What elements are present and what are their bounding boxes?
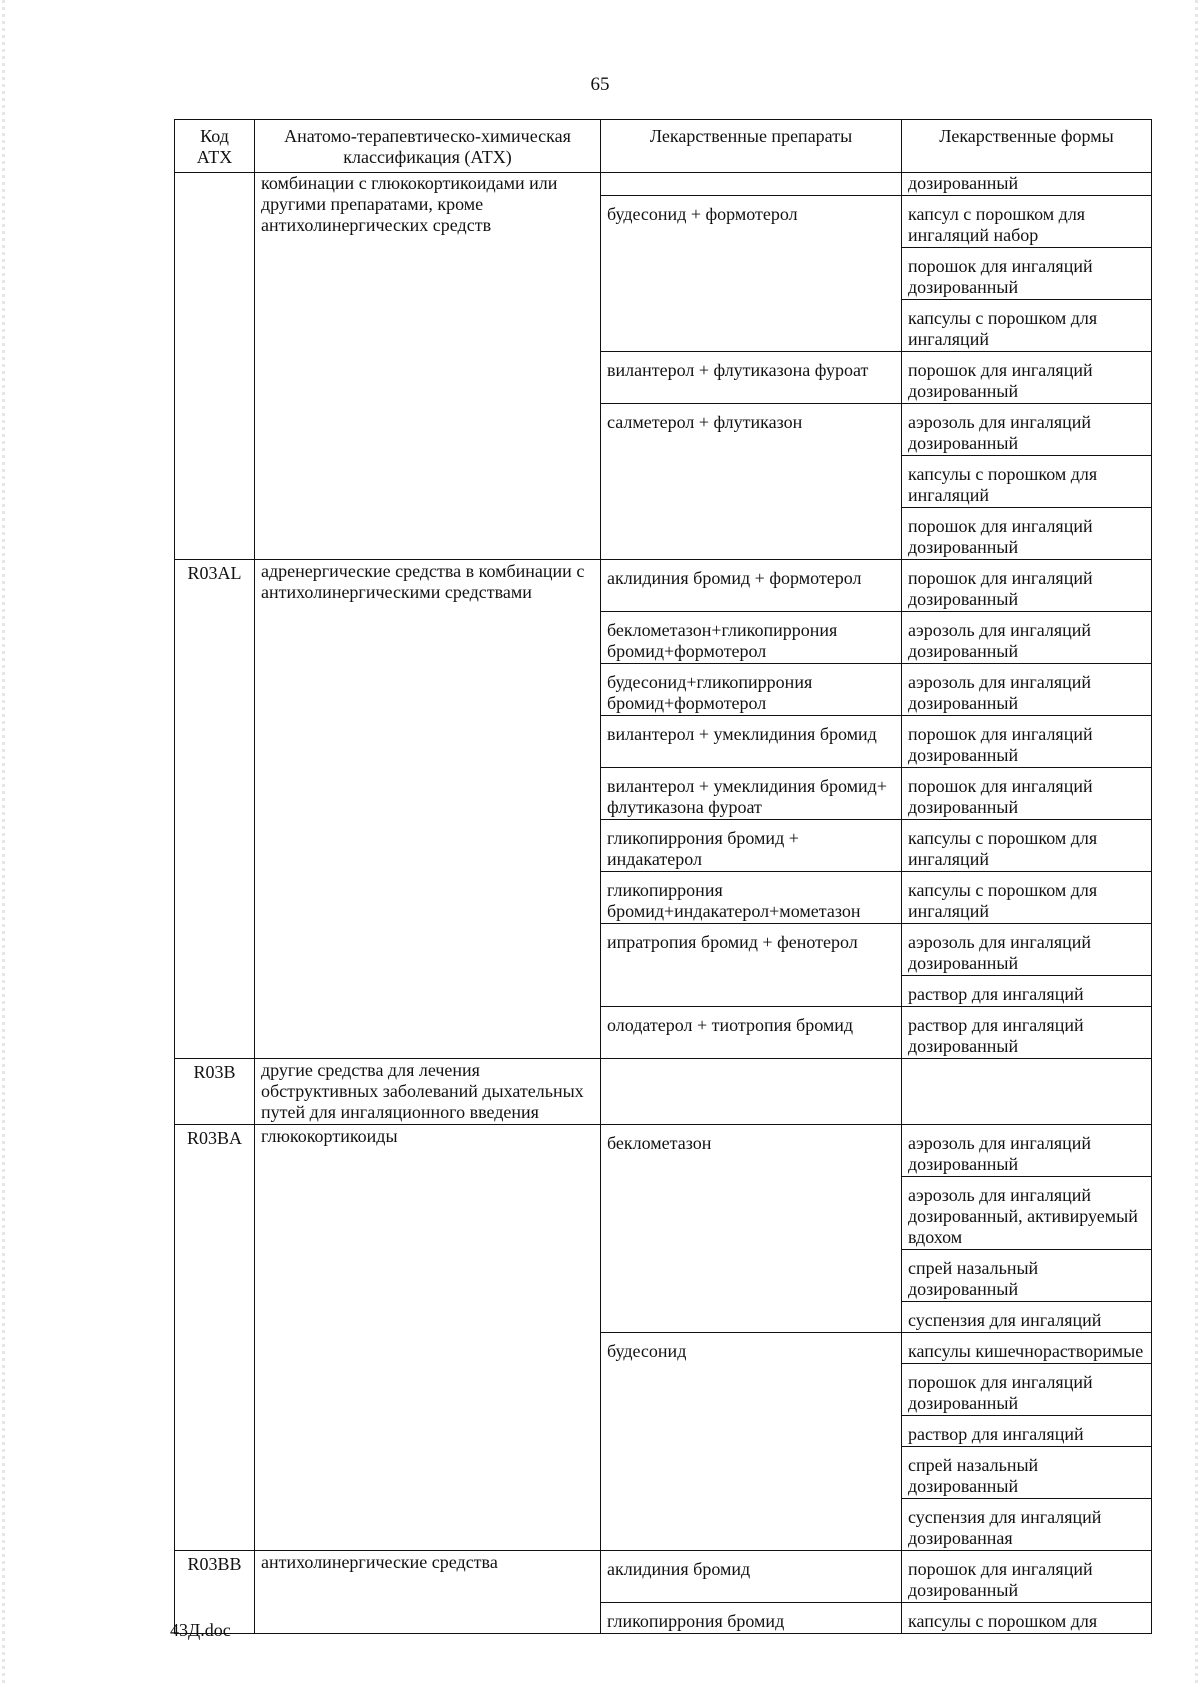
dosage-form-cell: порошок для ингаляций дозированный <box>902 248 1152 300</box>
table-body <box>175 173 1152 1634</box>
drug-name-cell: гликопиррония бромид <box>601 1603 902 1634</box>
dosage-form-cell: раствор для ингаляций <box>902 1416 1152 1447</box>
drug-name-cell: будесонид <box>601 1333 902 1551</box>
atc-code-cell <box>175 173 255 560</box>
table-row <box>175 1059 1152 1125</box>
table-row <box>175 560 1152 612</box>
dosage-form-cell: аэрозоль для ингаляций дозированный <box>902 612 1152 664</box>
drug-name-cell: ипратропия бромид + фенотерол <box>601 924 902 1007</box>
dosage-form-cell: капсулы кишечнорастворимые <box>902 1333 1152 1364</box>
dosage-form-cell: порошок для ингаляций дозированный <box>902 768 1152 820</box>
header-drugs: Лекарственные препараты <box>601 120 902 173</box>
drug-name-cell <box>601 173 902 196</box>
atc-code-cell: R03B <box>175 1059 255 1125</box>
scan-edge-right <box>1195 0 1198 1686</box>
drug-name-cell: будесонид + формотерол <box>601 196 902 352</box>
dosage-form-cell: аэрозоль для ингаляций дозированный <box>902 924 1152 976</box>
dosage-form-cell: порошок для ингаляций дозированный <box>902 508 1152 560</box>
drug-name-cell: аклидиния бромид <box>601 1551 902 1603</box>
header-code: Код АТХ <box>175 120 255 173</box>
scan-edge-left <box>2 0 5 1686</box>
dosage-form-cell: порошок для ингаляций дозированный <box>902 560 1152 612</box>
dosage-form-cell: порошок для ингаляций дозированный <box>902 352 1152 404</box>
dosage-form-cell: аэрозоль для ингаляций дозированный <box>902 404 1152 456</box>
dosage-form-cell: спрей назальный дозированный <box>902 1250 1152 1302</box>
dosage-form-cell: суспензия для ингаляций <box>902 1302 1152 1333</box>
dosage-form-cell: капсулы с порошком для ингаляций <box>902 872 1152 924</box>
atc-classification-cell: антихолинергические средства <box>255 1551 601 1634</box>
page-number: 65 <box>590 74 610 95</box>
drug-name-cell: гликопиррония бромид + индакатерол <box>601 820 902 872</box>
dosage-form-cell: порошок для ингаляций дозированный <box>902 1551 1152 1603</box>
drug-name-cell: олодатерол + тиотропия бромид <box>601 1007 902 1059</box>
drug-name-cell: вилантерол + умеклидиния бромид <box>601 716 902 768</box>
dosage-form-cell: порошок для ингаляций дозированный <box>902 1364 1152 1416</box>
atc-classification-cell: глюкокортикоиды <box>255 1125 601 1551</box>
atc-drug-table <box>174 119 1152 1634</box>
dosage-form-cell: суспензия для ингаляций дозированная <box>902 1499 1152 1551</box>
drug-name-cell: беклометазон+гликопиррония бромид+формотерол <box>601 612 902 664</box>
atc-classification-cell: адренергические средства в комбинации с антихолинергическими средствами <box>255 560 601 1059</box>
drug-name-cell: будесонид+гликопиррония бромид+формотерол <box>601 664 902 716</box>
table-header-row <box>175 120 1152 173</box>
dosage-form-cell: дозированный <box>902 173 1152 196</box>
dosage-form-cell: капсул с порошком для ингаляций набор <box>902 196 1152 248</box>
dosage-form-cell: капсулы с порошком для ингаляций <box>902 300 1152 352</box>
drug-name-cell: аклидиния бромид + формотерол <box>601 560 902 612</box>
atc-code-cell: R03BA <box>175 1125 255 1551</box>
dosage-form-cell: раствор для ингаляций <box>902 976 1152 1007</box>
atc-classification-cell: другие средства для лечения обструктивных заболеваний дыхательных путей для ингаляционного введения <box>255 1059 601 1125</box>
dosage-form-cell: капсулы с порошком для <box>902 1603 1152 1634</box>
drug-name-cell <box>601 1059 902 1125</box>
dosage-form-cell <box>902 1059 1152 1125</box>
drug-name-cell: вилантерол + флутиказона фуроат <box>601 352 902 404</box>
drug-name-cell: беклометазон <box>601 1125 902 1333</box>
atc-classification-cell: комбинации с глюкокортикоидами или другими препаратами, кроме антихолинергических средств <box>255 173 601 560</box>
dosage-form-cell: порошок для ингаляций дозированный <box>902 716 1152 768</box>
footer-filename: 43Д.doc <box>170 1620 231 1640</box>
table-row <box>175 173 1152 196</box>
drug-name-cell: вилантерол + умеклидиния бромид+ флутиказона фуроат <box>601 768 902 820</box>
atc-code-cell: R03BB <box>175 1551 255 1634</box>
atc-code-cell: R03AL <box>175 560 255 1059</box>
drug-name-cell: гликопиррония бромид+индакатерол+мометазон <box>601 872 902 924</box>
dosage-form-cell: капсулы с порошком для ингаляций <box>902 456 1152 508</box>
dosage-form-cell: аэрозоль для ингаляций дозированный, активируемый вдохом <box>902 1177 1152 1250</box>
dosage-form-cell: раствор для ингаляций дозированный <box>902 1007 1152 1059</box>
drug-name-cell: салметерол + флутиказон <box>601 404 902 560</box>
table-row <box>175 1125 1152 1177</box>
table-row <box>175 1551 1152 1603</box>
dosage-form-cell: аэрозоль для ингаляций дозированный <box>902 664 1152 716</box>
dosage-form-cell: капсулы с порошком для ингаляций <box>902 820 1152 872</box>
dosage-form-cell: аэрозоль для ингаляций дозированный <box>902 1125 1152 1177</box>
header-classification: Анатомо-терапевтическо-химическая классификация (АТХ) <box>255 120 601 173</box>
dosage-form-cell: спрей назальный дозированный <box>902 1447 1152 1499</box>
header-forms: Лекарственные формы <box>902 120 1152 173</box>
